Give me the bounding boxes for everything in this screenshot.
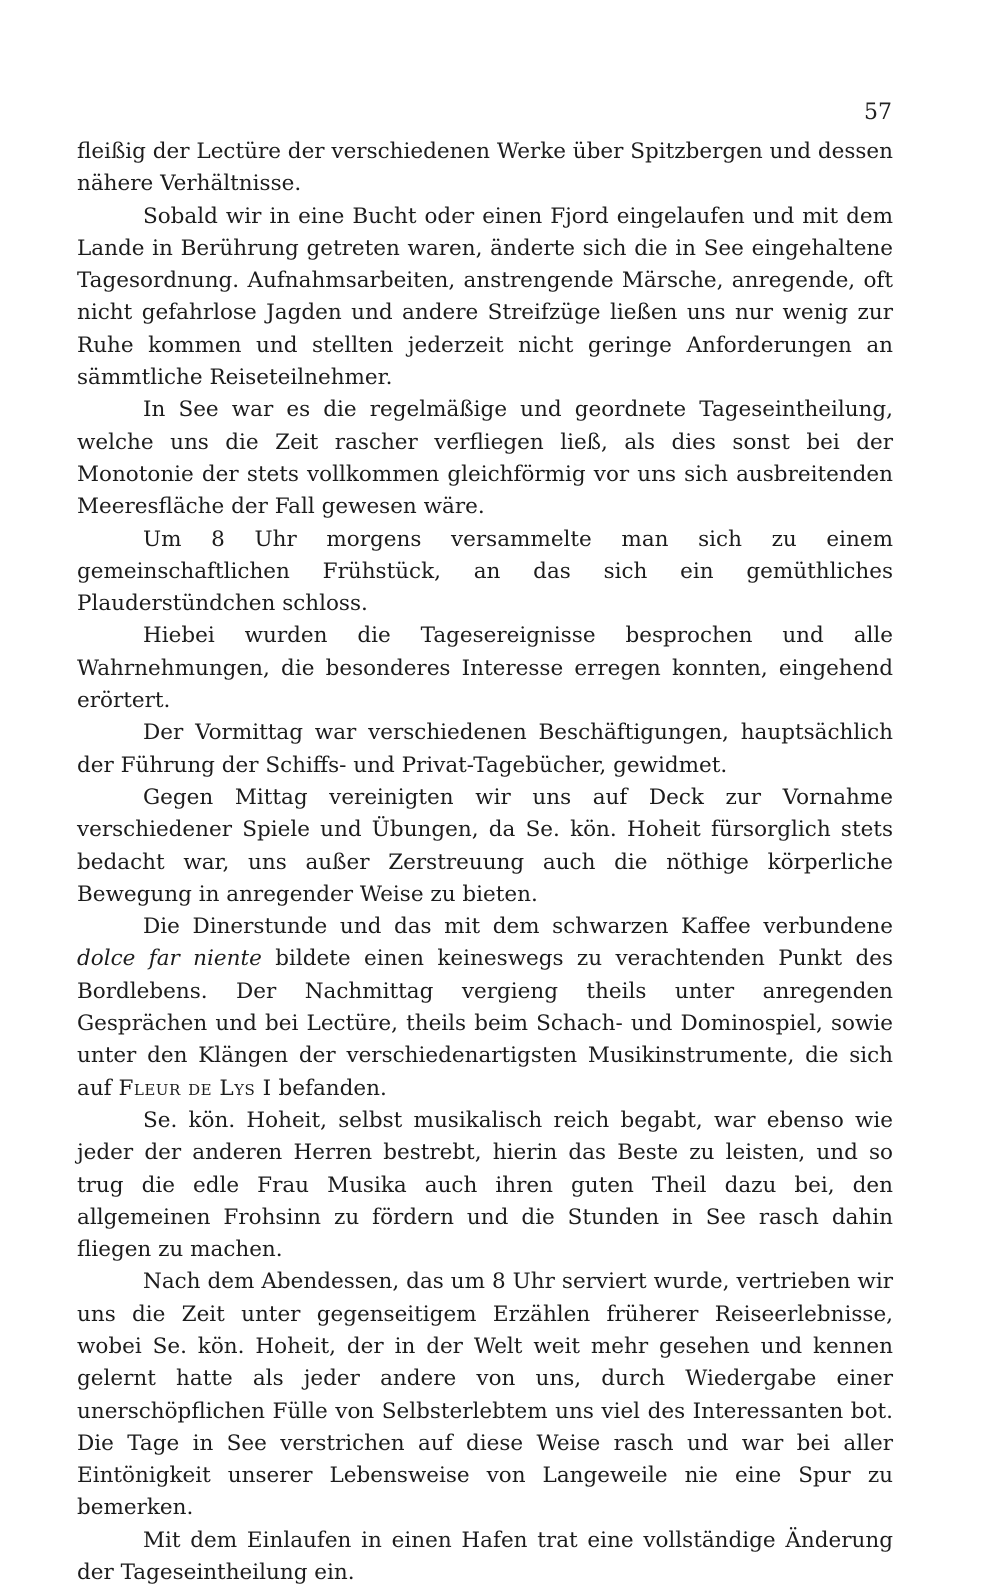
paragraph-5: Hiebei wurden die Tagesereignisse besprochen und alle Wahrnehmungen, die besonderes Interesse erregen konnten, eingehend erörtert. (77, 623, 893, 714)
paragraph-8-part-a: Die Dinerstunde und das mit dem schwarzen Kaffee verbundene (143, 914, 893, 940)
paragraph-1: fleißig der Lectüre der verschiedenen Werke über Spitzbergen und dessen nähere Verhältnisse. (77, 139, 893, 197)
paragraph-4: Um 8 Uhr morgens versammelte man sich zu einem gemeinschaftlichen Frühstück, an das sich ein gemüthliches Plauderstündchen schloss. (77, 526, 893, 617)
paragraph-9: Se. kön. Hoheit, selbst musikalisch reich begabt, war ebenso wie jeder der anderen Herren bestrebt, hierin das Beste zu leisten, und so trug die edle Frau Musika auch ihren guten Theil dazu bei, den allgemeinen Frohsinn zu fördern und die Stunden in See rasch dahin fliegen zu machen. (77, 1107, 893, 1263)
paragraph-8 (77, 911, 893, 1105)
body-text (77, 136, 893, 1589)
paragraph-8-part-c: befanden. (278, 1075, 387, 1101)
paragraph-3: In See war es die regelmäßige und geordnete Tageseintheilung, welche uns die Zeit rascher verfliegen ließ, als dies sonst bei der Monotonie der stets vollkommen gleichförmig vor uns sich ausbreitenden Meeresfläche der Fall gewesen wäre. (77, 397, 893, 520)
paragraph-11: Mit dem Einlaufen in einen Hafen trat eine vollständige Änderung der Tageseintheilung ein. (77, 1527, 893, 1586)
page-number: 57 (864, 100, 892, 125)
paragraph-8-part-b: bildete einen keineswegs zu verachtenden Punkt des Bordlebens. Der Nachmittag vergieng theils unter anregenden Gesprächen und bei Lectüre, theils beim Schach- und Dominospiel, sowie unter den Klängen der verschiedenartigsten Musikinstrumente, die sich auf (77, 946, 893, 1101)
paragraph-10: Nach dem Abendessen, das um 8 Uhr serviert wurde, vertrieben wir uns die Zeit unter gegenseitigem Erzählen früherer Reiseerlebnisse, wobei Se. kön. Hoheit, der in der Welt weit mehr gesehen und kennen gelernt hatte als jeder andere von uns, durch Wiedergabe einer unerschöpflichen Fülle von Selbsterlebtem uns viel des Interessanten bot. Die Tage in See verstrichen auf diese Weise rasch und war bei aller Eintönigkeit unserer Lebensweise von Langeweile nie eine Spur zu bemerken. (77, 1269, 893, 1521)
ship-name: Fleur de Lys I (118, 1075, 272, 1101)
paragraph-7: Gegen Mittag vereinigten wir uns auf Deck zur Vornahme verschiedener Spiele und Übungen, da Se. kön. Hoheit fürsorglich stets bedacht war, uns außer Zerstreuung auch die nöthige körperliche Bewegung in anregender Weise zu bieten. (77, 784, 893, 907)
paragraph-6: Der Vormittag war verschiedenen Beschäftigungen, hauptsächlich der Führung der Schiffs- und Privat-Tagebücher, gewidmet. (77, 720, 893, 778)
italic-phrase: dolce far niente (77, 946, 262, 972)
paragraph-2: Sobald wir in eine Bucht oder einen Fjord eingelaufen und mit dem Lande in Berührung getreten waren, änderte sich die in See eingehaltene Tagesordnung. Aufnahmsarbeiten, anstrengende Märsche, anregende, oft nicht gefahrlose Jagden und andere Streifzüge ließen uns nur wenig zur Ruhe kommen und stellten jederzeit nicht geringe Anforderungen an sämmtliche Reiseteilnehmer. (77, 203, 893, 391)
